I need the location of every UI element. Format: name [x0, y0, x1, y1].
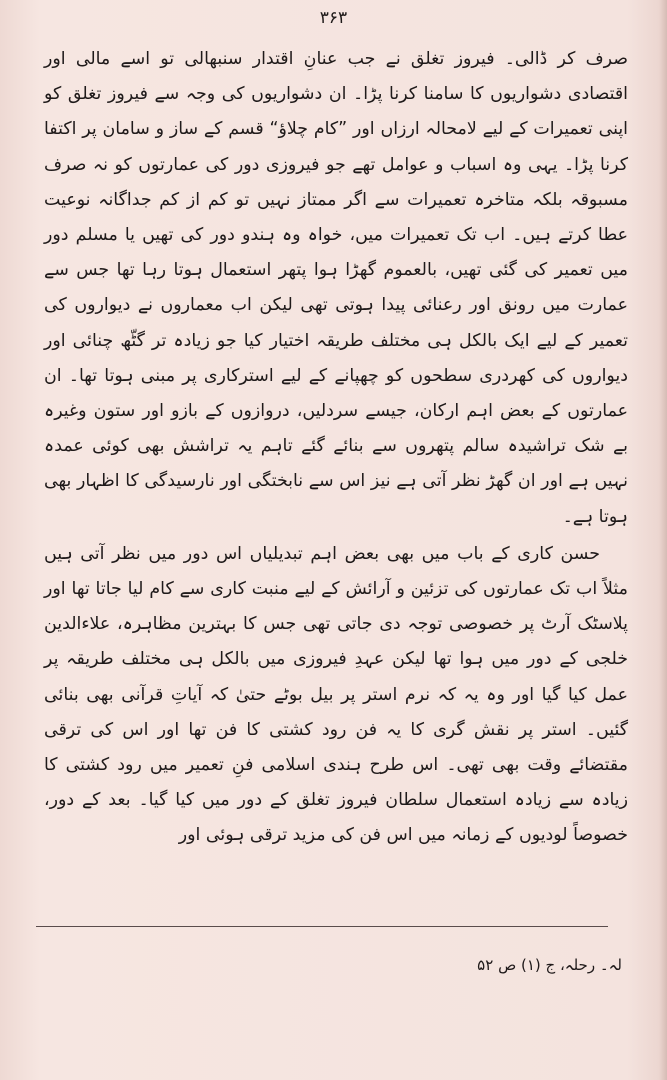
main-text — [44, 42, 628, 854]
footnote: لہ۔ رحلہ، ج (۱) ص ۵۲ — [477, 956, 622, 974]
page-number: ۳۶۳ — [319, 8, 348, 28]
footnote-separator — [36, 926, 608, 927]
binding-shadow — [659, 0, 667, 1080]
paragraph-1: صرف کر ڈالی۔ فیروز تغلق نے جب عنانِ اقتدار سنبھالی تو اسے مالی اور اقتصادی دشواریوں کا سامنا کرنا پڑا۔ ان دشواریوں کی وجہ سے فیروز تغلق کو اپنی تعمیرات کے لیے لامحالہ ارزاں اور ”کام چلاؤ“ قسم کے ساز و سامان پر اکتفا کرنا پڑا۔ یہی وہ اسباب و عوامل تھے جو فیروزی دور کی عمارتوں کو نہ صرف مسبوقہ بلکہ متاخرہ تعمیرات سے اگر ممتاز نہیں تو کم از کم جداگانہ نوعیت عطا کرتے ہیں۔ اب تک تعمیرات میں، خواہ وہ ہندو دور کی تھیں یا مسلم دور میں تعمیر کی گئی تھیں، بالعموم گھڑا ہوا پتھر استعمال ہوتا رہا تھا جس سے عمارت میں رونق اور رعنائی پیدا ہوتی تھی لیکن اب معماروں نے دیواروں کی تعمیر کے لیے ایک بالکل ہی مختلف طریقہ اختیار کیا جو زیادہ تر گٹّھ چنائی اور دیواروں کی کھردری سطحوں کو چھپانے کے لیے استرکاری پر مبنی ہوتا تھا۔ ان عمارتوں کے بعض اہم ارکان، جیسے سردلیں، دروازوں کے بازو اور ستون وغیرہ بے شک تراشیدہ سالم پتھروں سے بنائے گئے تاہم یہ تراشش بھی کوئی عمدہ نہیں ہے اور ان گھڑ نظر آتی ہے نیز اس سے نابختگی اور نارسیدگی کا اظہار بھی ہوتا ہے۔ — [44, 49, 628, 527]
paragraph-2: حسن کاری کے باب میں بھی بعض اہم تبدیلیاں اس دور میں نظر آتی ہیں مثلاً اب تک عمارتوں کی تزئین و آرائش کے لیے منبت کاری سے کام لیا جاتا تھا اور پلاسٹک آرٹ پر خصوصی توجہ دی جاتی تھی جس کا بہترین مظاہرہ، علاءالدین خلجی کے دور میں ہوا تھا لیکن عہدِ فیروزی میں بالکل ہی مختلف طریقہ پر عمل کیا گیا اور وہ یہ کہ نرم استر پر بیل بوٹے حتیٰ کہ آیاتِ قرآنی بھی بنائی گئیں۔ استر پر نقش گری کا یہ فن رود کشتی کا فن تھا اور اس کی ترقی مقتضائے وقت بھی تھی۔ اس طرح ہندی اسلامی فنِ تعمیر میں رود کشتی کا زیادہ سے زیادہ استعمال سلطان فیروز تغلق کے دور میں کیا گیا۔ بعد کے دور، خصوصاً لودیوں کے زمانہ میں اس فن کی مزید ترقی ہوئی اور — [44, 543, 628, 846]
